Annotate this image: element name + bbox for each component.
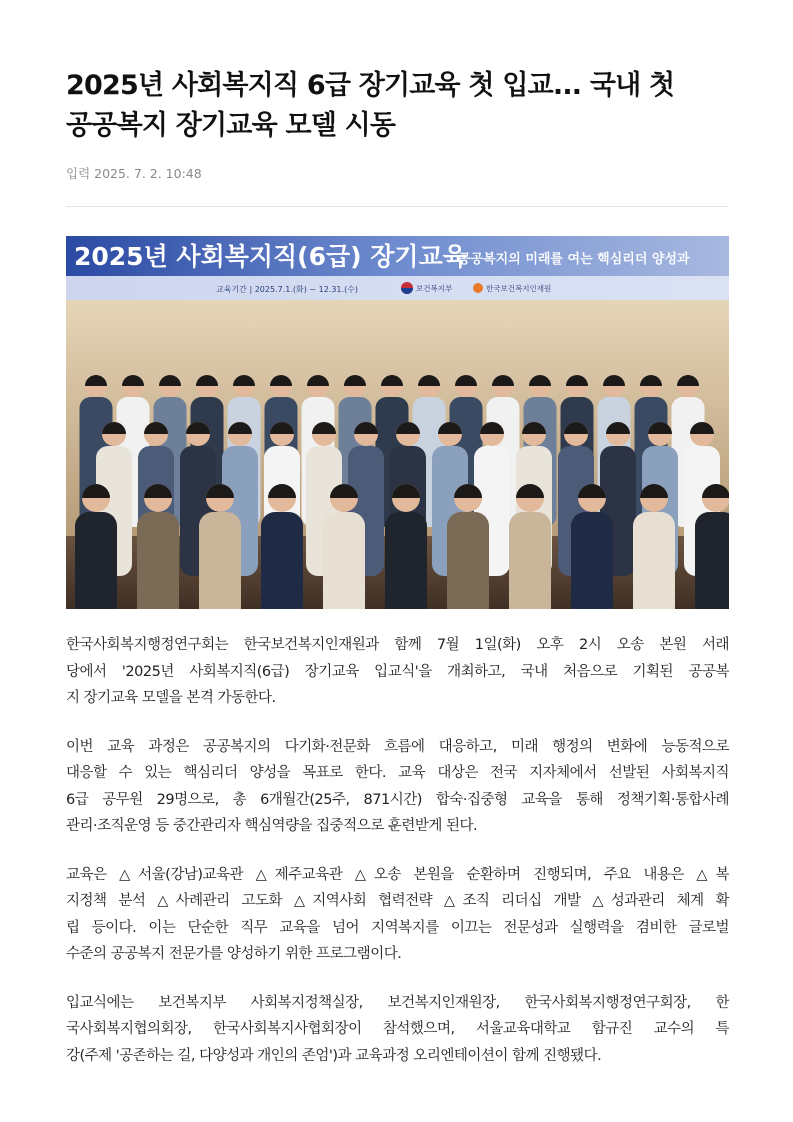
banner-subtitle: 공공복지의 미래를 여는 핵심리더 양성과 [458,252,690,267]
article-photo [66,236,729,609]
paragraph-line: 수준의 공공복지 전문가를 양성하기 위한 프로그램이다. [66,946,402,962]
event-banner [66,236,729,300]
banner-logo-institute: 한국보건복지인재원 [486,284,552,293]
person-body [137,512,179,609]
paragraph-4 [66,990,729,1070]
headline-line-2: 공공복지 장기교육 모델 시동 [66,110,396,141]
headline-line-1: 2025년 사회복지직 6급 장기교육 첫 입교... 국내 첫 [66,70,675,101]
paragraph-line: 지정책 분석 △사례관리 고도화 △지역사회 협력전략 △조직 리더십 개발 △성과관리 체계 확 [66,893,729,909]
header-divider [66,206,729,207]
paragraph-line: 강(주제 '공존하는 길, 다양성과 개인의 존엄')과 교육과정 오리엔테이션이 함께 진행됐다. [66,1047,602,1064]
person-body [571,512,613,609]
paragraph-line: 6급 공무원 29명으로, 총 6개월간(25주, 871시간) 합숙·집중형 교육을 통해 정책기획·통합사례 [66,791,729,808]
paragraph-2 [66,734,729,840]
institute-logo-icon [473,283,483,293]
person-body [261,512,303,609]
person-body [695,512,729,609]
paragraph-line: 입교식에는 보건복지부 사회복지정책실장, 보건복지인재원장, 한국사회복지행정연구회장, 한 [66,994,729,1011]
paragraph-line: 교육은 △서울(강남)교육관 △제주교육관 △오송 본원을 순환하며 진행되며, 주요 내용은 △복 [66,866,729,883]
article-headline [66,66,736,146]
paragraph-line: 지 장기교육 모델을 본격 가동한다. [66,690,276,706]
paragraph-line: 국사회복지협의회장, 한국사회복지사협회장이 참석했으며, 서울교육대학교 함규진 교수의 특 [66,1021,729,1037]
person-body [509,512,551,609]
banner-title: 2025년 사회복지직(6급) 장기교육 [74,242,467,271]
paragraph-1 [66,632,729,712]
paragraph-line: 대응할 수 있는 핵심리더 양성을 목표로 한다. 교육 대상은 전국 지자체에서 선발된 사회복지직 [66,765,729,781]
paragraph-line: 당에서 '2025년 사회복지직(6급) 장기교육 입교식'을 개최하고, 국내 처음으로 기획된 공공복 [66,663,729,680]
person-body [633,512,675,609]
person-body [75,512,117,609]
paragraph-line: 립 등이다. 이는 단순한 직무 교육을 넘어 지역복지를 이끄는 전문성과 실행력을 겸비한 글로벌 [66,919,729,936]
article-body [66,632,729,1091]
person-body [199,512,241,609]
banner-logo-ministry: 보건복지부 [416,284,453,293]
person-body [447,512,489,609]
person-body [385,512,427,609]
person-body [323,512,365,609]
publish-date: 입력 2025. 7. 2. 10:48 [66,166,202,181]
banner-period: 교육기간 | 2025.7.1.(화) ~ 12.31.(수) [216,285,359,294]
paragraph-line: 한국사회복지행정연구회는 한국보건복지인재원과 함께 7월 1일(화) 오후 2시 오송 본원 서래 [66,637,729,653]
paragraph-line: 이번 교육 과정은 공공복지의 다기화·전문화 흐름에 대응하고, 미래 행정의 변화에 능동적으로 [66,738,729,755]
paragraph-line: 관리·조직운영 등 중간관리자 핵심역량을 집중적으로 훈련받게 된다. [66,818,478,834]
paragraph-3 [66,862,729,968]
